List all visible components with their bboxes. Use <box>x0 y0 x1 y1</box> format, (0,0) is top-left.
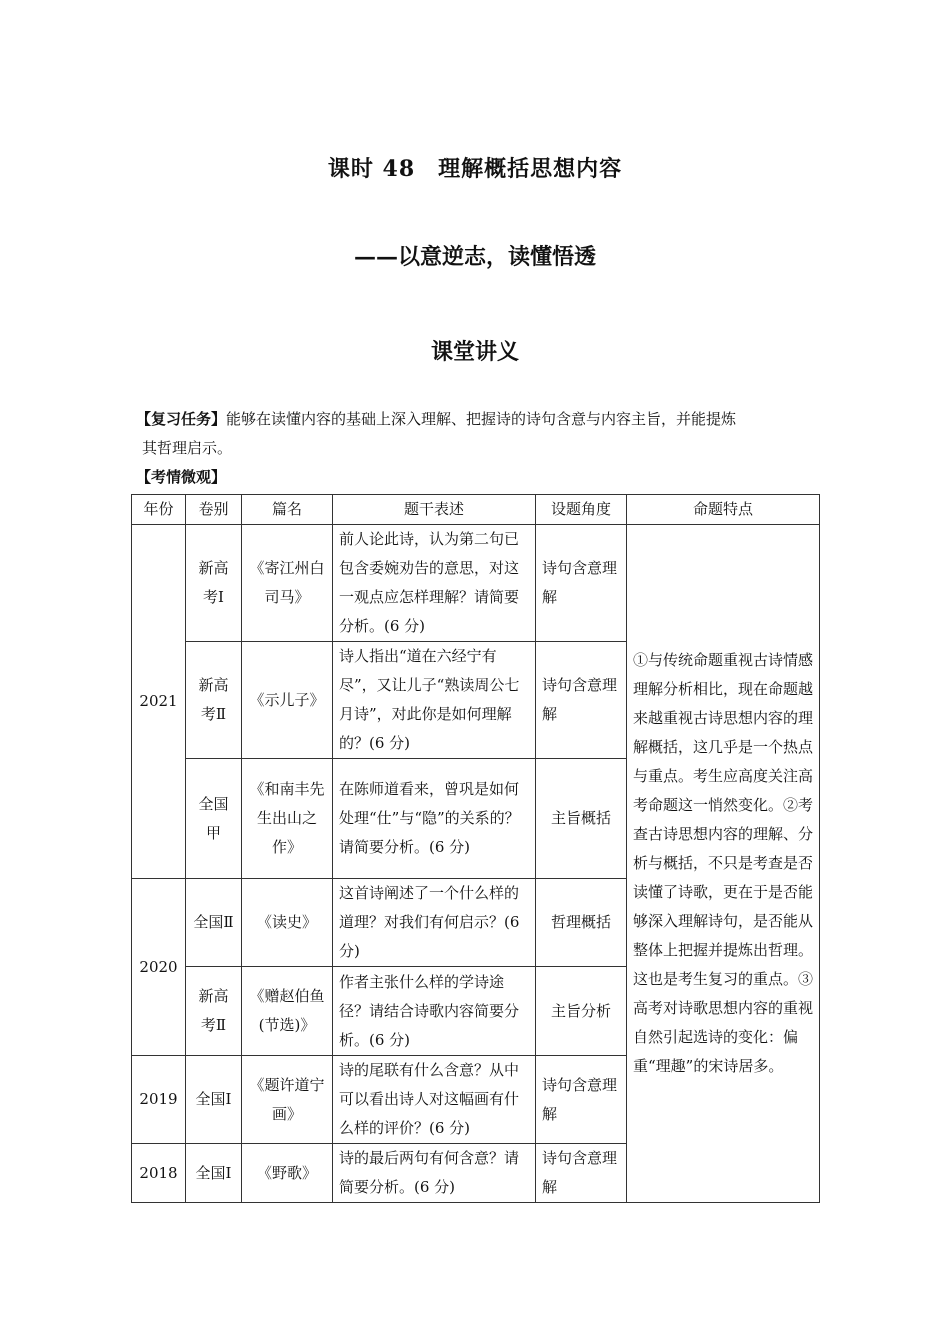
question-cell: 诗人指出“道在六经宁有尽”，又让儿子“熟读周公七月诗”，对此你是如何理解的？(6 分) <box>333 642 536 759</box>
section-title: 课堂讲义 <box>430 339 519 365</box>
title-cell: 《读史》 <box>242 879 333 967</box>
paper-cell: 全国Ⅰ <box>186 1144 242 1203</box>
paper-cell: 全国甲 <box>186 759 242 879</box>
question-cell: 这首诗阐述了一个什么样的道理？对我们有何启示？(6 分) <box>333 879 536 967</box>
year-cell: 2018 <box>132 1144 186 1203</box>
paper-cell: 新高考Ⅰ <box>186 525 242 642</box>
question-cell: 诗的尾联有什么含意？从中可以看出诗人对这幅画有什么样的评价？(6 分) <box>333 1056 536 1144</box>
title-cell: 《示儿子》 <box>242 642 333 759</box>
question-cell: 诗的最后两句有何含意？请简要分析。(6 分) <box>333 1144 536 1203</box>
paper-cell: 全国Ⅰ <box>186 1056 242 1144</box>
feature-cell: ①与传统命题重视古诗情感理解分析相比，现在命题越来越重视古诗思想内容的理解概括，这几乎是一个热点与重点。考生应高度关注高考命题这一悄然变化。②考查古诗思想内容的理解、分析与概括，不只是考查是否读懂了诗歌，更在于是否能够深入理解诗句，是否能从整体上把握并提炼出哲理。这也是考生复习的重点。③高考对诗歌思想内容的重视自然引起选诗的变化：偏重“理趣”的宋诗居多。 <box>627 525 820 1203</box>
review-task-text-2: 其哲理启示。 <box>142 439 233 457</box>
header-paper: 卷别 <box>186 495 242 525</box>
page-title: 课时 48 理解概括思想内容 <box>327 156 623 182</box>
review-task-text-1: 能够在读懂内容的基础上深入理解、把握诗的诗句含意与内容主旨，并能提炼 <box>226 410 737 428</box>
header-angle: 设题角度 <box>536 495 627 525</box>
paper-cell: 全国Ⅱ <box>186 879 242 967</box>
year-cell: 2021 <box>132 525 186 879</box>
paper-cell: 新高考Ⅱ <box>186 967 242 1056</box>
angle-cell: 诗句含意理解 <box>536 1056 627 1144</box>
angle-cell: 主旨分析 <box>536 967 627 1056</box>
review-task <box>136 405 826 463</box>
page-subtitle: ——以意逆志，读懂悟透 <box>353 244 596 270</box>
review-task-label: 【复习任务】 <box>136 410 227 428</box>
header-year: 年份 <box>132 495 186 525</box>
paper-cell: 新高考Ⅱ <box>186 642 242 759</box>
title-cell: 《题许道宁画》 <box>242 1056 333 1144</box>
angle-cell: 诗句含意理解 <box>536 525 627 642</box>
header-feature: 命题特点 <box>627 495 820 525</box>
header-title: 篇名 <box>242 495 333 525</box>
title-cell: 《和南丰先生出山之作》 <box>242 759 333 879</box>
title-cell: 《野歌》 <box>242 1144 333 1203</box>
survey-label: 【考情微观】 <box>136 468 227 486</box>
title-cell: 《赠赵伯鱼(节选)》 <box>242 967 333 1056</box>
year-cell: 2020 <box>132 879 186 1056</box>
table-header-row <box>132 495 820 525</box>
angle-cell: 诗句含意理解 <box>536 1144 627 1203</box>
table-row <box>132 525 820 642</box>
angle-cell: 诗句含意理解 <box>536 642 627 759</box>
exam-table <box>131 494 820 1203</box>
title-cell: 《寄江州白司马》 <box>242 525 333 642</box>
question-cell: 作者主张什么样的学诗途径？请结合诗歌内容简要分析。(6 分) <box>333 967 536 1056</box>
question-cell: 前人论此诗，认为第二句已包含委婉劝告的意思，对这一观点应怎样理解？请简要分析。(6 分) <box>333 525 536 642</box>
angle-cell: 哲理概括 <box>536 879 627 967</box>
header-question: 题干表述 <box>333 495 536 525</box>
question-cell: 在陈师道看来，曾巩是如何处理“仕”与“隐”的关系的？请简要分析。(6 分) <box>333 759 536 879</box>
angle-cell: 主旨概括 <box>536 759 627 879</box>
year-cell: 2019 <box>132 1056 186 1144</box>
